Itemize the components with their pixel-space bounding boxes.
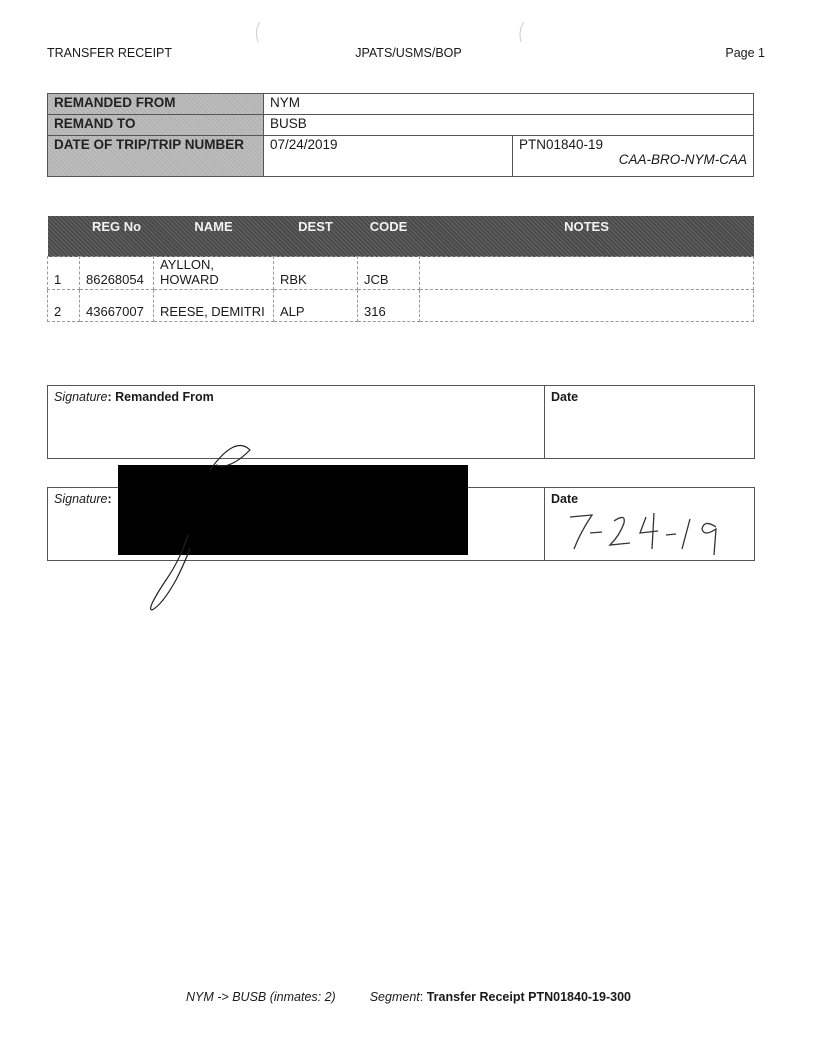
signature-remanded-from-box: [47, 385, 545, 459]
handwritten-date: [566, 505, 736, 557]
date-label: Date: [551, 390, 579, 404]
trip-route: CAA-BRO-NYM-CAA: [618, 152, 747, 167]
col-number-header: [48, 216, 80, 257]
date-box-1: [544, 385, 755, 459]
date-label: Date: [551, 492, 579, 506]
table-row: [48, 290, 754, 322]
document-title: TRANSFER RECEIPT: [47, 46, 173, 60]
inmate-name: REESE, DEMITRI: [154, 290, 274, 322]
scan-mark: [250, 20, 270, 44]
remand-info-table: [47, 93, 754, 177]
agency-code: JPATS/USMS/BOP: [355, 46, 462, 60]
reg-number: 86268054: [80, 257, 154, 290]
reg-number: 43667007: [80, 290, 154, 322]
trip-date: 07/24/2019: [264, 136, 513, 177]
col-reg-header: REG No: [91, 219, 142, 234]
col-dest-header: DEST: [298, 219, 333, 234]
inmate-roster-table: [47, 216, 754, 322]
col-code-header: CODE: [369, 219, 408, 234]
segment-value: Transfer Receipt PTN01840-19-300: [426, 990, 631, 1004]
handwritten-signature: [140, 440, 270, 620]
row-number: 1: [48, 257, 80, 290]
signature-remanded-from-label: Signature: Remanded From: [54, 390, 214, 404]
scan-mark: [512, 20, 532, 44]
code: JCB: [358, 257, 420, 290]
footer: NYM -> BUSB (inmates: 2) Segment: Transfer Receipt PTN01840-19-300: [186, 990, 631, 1004]
code: 316: [358, 290, 420, 322]
trip-number-cell: [513, 136, 754, 177]
remand-to-label: REMAND TO: [48, 115, 264, 136]
page-number: Page 1: [725, 46, 765, 60]
destination: ALP: [274, 290, 358, 322]
roster-header-row: [48, 216, 754, 257]
trip-label: DATE OF TRIP/TRIP NUMBER: [48, 136, 264, 177]
remanded-from-label: REMANDED FROM: [48, 94, 264, 115]
notes: [420, 290, 754, 322]
destination: RBK: [274, 257, 358, 290]
segment-label: Segment: [369, 990, 420, 1004]
remanded-from-value: NYM: [264, 94, 754, 115]
col-name-header: NAME: [194, 219, 233, 234]
route-summary: NYM -> BUSB (inmates: 2): [186, 990, 336, 1004]
remand-to-value: BUSB: [264, 115, 754, 136]
trip-number: PTN01840-19: [519, 137, 604, 152]
table-row: [48, 257, 754, 290]
row-number: 2: [48, 290, 80, 322]
signature-receiver-label: Signature:: [54, 492, 112, 506]
notes: [420, 257, 754, 290]
inmate-name: AYLLON, HOWARD: [154, 257, 274, 290]
col-notes-header: NOTES: [564, 219, 609, 234]
